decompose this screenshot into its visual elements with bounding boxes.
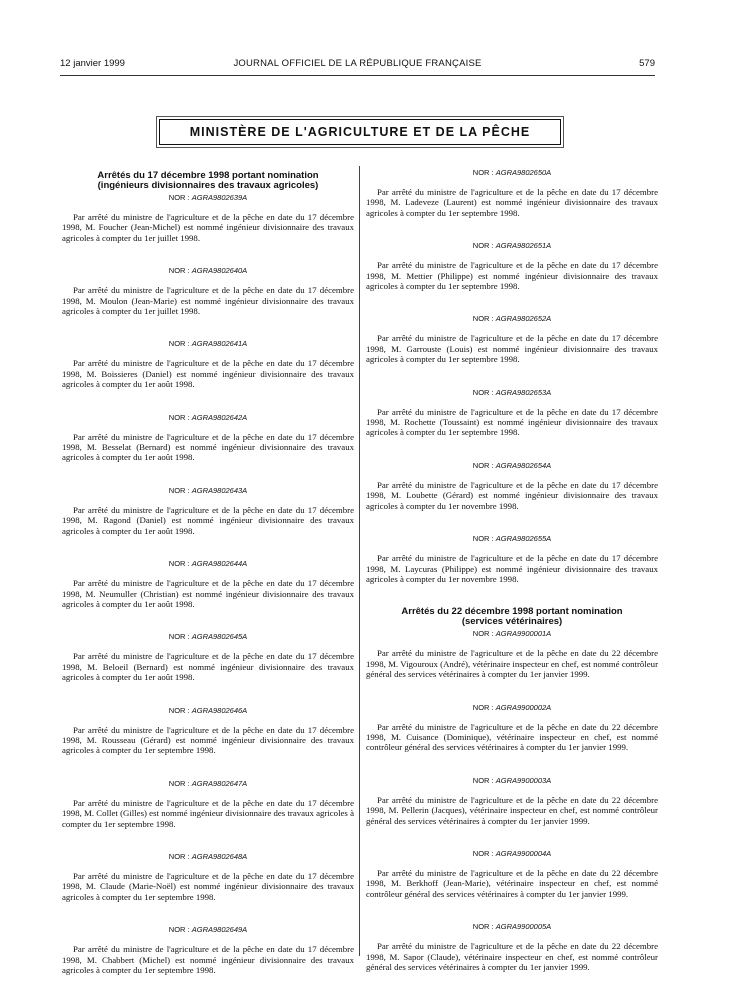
- nor-prefix: NOR :: [168, 266, 190, 276]
- left-column: [62, 168, 354, 998]
- decree-paragraph: Par arrêté du ministre de l'agriculture et de la pêche en date du 17 décembre 1998, M. Garrouste (Louis) est nommé ingénieur divisionnaire des travaux agricoles à compter du 1er septembre 1998.: [366, 333, 658, 365]
- nor-prefix: NOR :: [472, 848, 494, 858]
- nor-prefix: NOR :: [472, 460, 494, 470]
- decree-paragraph: Par arrêté du ministre de l'agriculture et de la pêche en date du 17 décembre 1998, M. Laycuras (Philippe) est nommé ingénieur divisionnaire des travaux agricoles à compter du 1er novembre 1998.: [366, 553, 658, 584]
- right-column: [366, 168, 658, 995]
- nor-reference: [366, 776, 658, 785]
- decree-paragraph: Par arrêté du ministre de l'agriculture et de la pêche en date du 17 décembre 1998, M. Ladeveze (Laurent) est nommé ingénieur divisionnaire des travaux agricoles à compter du 1er septembre 1998.: [366, 187, 658, 218]
- nor-reference: [366, 388, 658, 397]
- nor-prefix: NOR :: [168, 485, 190, 495]
- nor-reference: [366, 922, 658, 931]
- header-rule: [60, 75, 655, 76]
- nor-reference: [366, 703, 658, 712]
- decree-paragraph: Par arrêté du ministre de l'agriculture et de la pêche en date du 22 décembre 1998, M. Pellerin (Jacques), vétérinaire inspecteur en chef, est nommé contrôleur général des services vétérinaires à compter du 1er janvier 1999.: [366, 794, 658, 826]
- nor-code: AGRA9802643A: [191, 485, 248, 495]
- decree-paragraph: Par arrêté du ministre de l'agriculture et de la pêche en date du 22 décembre 1998, M. Sapor (Claude), vétérinaire inspecteur en chef, est nommé contrôleur général des services vétérinaires à compter du 1er janvier 1999.: [366, 941, 658, 972]
- nor-code: AGRA9802648A: [191, 851, 248, 861]
- nor-prefix: NOR :: [168, 925, 190, 935]
- nor-prefix: NOR :: [168, 705, 190, 715]
- decree-paragraph: Par arrêté du ministre de l'agriculture et de la pêche en date du 17 décembre 1998, M. Neumuller (Christian) est nommé ingénieur divisionnaire des travaux agricoles à compter du 1er août 1998.: [62, 578, 354, 609]
- page-header: [60, 58, 655, 74]
- nor-prefix: NOR :: [472, 922, 494, 932]
- header-date: 12 janvier 1999: [60, 58, 125, 69]
- nor-code: AGRA9802647A: [191, 778, 248, 788]
- column-divider: [359, 166, 360, 956]
- nor-prefix: NOR :: [472, 314, 494, 324]
- header-journal-title: JOURNAL OFFICIEL DE LA RÉPUBLIQUE FRANÇAISE: [233, 58, 482, 69]
- nor-prefix: NOR :: [168, 193, 190, 202]
- nor-code: AGRA9900001A: [495, 629, 552, 639]
- nor-reference: [366, 314, 658, 323]
- nor-prefix: NOR :: [168, 412, 190, 422]
- nor-code: AGRA9802653A: [495, 387, 552, 397]
- nor-code: AGRA9900004A: [495, 848, 552, 858]
- section-title-line: Arrêtés du 22 décembre 1998 portant nomination: [401, 606, 623, 618]
- nor-code: AGRA9802652A: [495, 314, 552, 324]
- decree-paragraph: Par arrêté du ministre de l'agriculture et de la pêche en date du 22 décembre 1998, M. Berkhoff (Jean-Marie), vétérinaire inspecteur en chef, est nommé contrôleur général des services vétérinaires à compter du 1er janvier 1999.: [366, 867, 658, 899]
- nor-prefix: NOR :: [472, 534, 494, 544]
- decree-paragraph: Par arrêté du ministre de l'agriculture et de la pêche en date du 17 décembre 1998, M. Besselat (Bernard) est nommé ingénieur divisionnaire des travaux agricoles à compter du 1er août 1998.: [62, 431, 354, 463]
- decree-paragraph: Par arrêté du ministre de l'agriculture et de la pêche en date du 17 décembre 1998, M. Loubette (Gérard) est nommé ingénieur divisionnaire des travaux agricoles à compter du 1er novembre 1998.: [366, 479, 658, 511]
- nor-reference: [62, 413, 354, 422]
- decree-paragraph: Par arrêté du ministre de l'agriculture et de la pêche en date du 17 décembre 1998, M. Ragond (Daniel) est nommé ingénieur divisionnaire des travaux agricoles à compter du 1er août 1998.: [62, 504, 354, 536]
- ministry-title: MINISTÈRE DE L'AGRICULTURE ET DE LA PÊCHE: [159, 119, 561, 145]
- nor-prefix: NOR :: [472, 387, 494, 397]
- nor-code: AGRA9802645A: [191, 632, 248, 642]
- nor-code: AGRA9802642A: [191, 412, 248, 422]
- nor-reference: [62, 339, 354, 348]
- nor-code: AGRA9802644A: [191, 559, 248, 569]
- nor-code: AGRA9802649A: [191, 925, 248, 935]
- nor-code: AGRA9802654A: [495, 460, 552, 470]
- section-title: [62, 171, 354, 191]
- nor-prefix: NOR :: [472, 629, 494, 639]
- section-title-line: (ingénieurs divisionnaires des travaux agricoles): [97, 180, 319, 191]
- nor-reference: [62, 266, 354, 275]
- nor-code: AGRA9802641A: [191, 339, 248, 349]
- decree-paragraph: Par arrêté du ministre de l'agriculture et de la pêche en date du 17 décembre 1998, M. Beloeil (Bernard) est nommé ingénieur divisionnaire des travaux agricoles à compter du 1er août 1998.: [62, 651, 354, 683]
- nor-prefix: NOR :: [168, 632, 190, 642]
- section-title-line: (services vétérinaires): [461, 616, 563, 628]
- nor-code: AGRA9802646A: [191, 705, 248, 715]
- nor-prefix: NOR :: [472, 702, 494, 712]
- decree-paragraph: Par arrêté du ministre de l'agriculture et de la pêche en date du 17 décembre 1998, M. Moulon (Jean-Marie) est nommé ingénieur divisionnaire des travaux agricoles à compter du 1er juillet 1998.: [62, 285, 354, 317]
- nor-reference: [62, 486, 354, 495]
- nor-code: AGRA9802650A: [495, 168, 552, 177]
- nor-reference: [62, 706, 354, 715]
- nor-reference: [366, 534, 658, 543]
- nor-prefix: NOR :: [168, 559, 190, 569]
- nor-code: AGRA9900005A: [495, 922, 552, 932]
- nor-code: AGRA9900003A: [495, 775, 552, 785]
- nor-reference: [366, 849, 658, 858]
- decree-paragraph: Par arrêté du ministre de l'agriculture et de la pêche en date du 22 décembre 1998, M. Vigouroux (André), vétérinaire inspecteur en chef, est nommé contrôleur général des services vétérinaires à compter du 1er janvier 1999.: [366, 648, 658, 680]
- decree-paragraph: Par arrêté du ministre de l'agriculture et de la pêche en date du 17 décembre 1998, M. Mettier (Philippe) est nommé ingénieur divisionnaire des travaux agricoles à compter du 1er septembre 1998.: [366, 260, 658, 292]
- decree-paragraph: Par arrêté du ministre de l'agriculture et de la pêche en date du 17 décembre 1998, M. Collet (Gilles) est nommé ingénieur divisionnaire des travaux agricoles à compter du 1er septembre 1998.: [62, 797, 354, 829]
- nor-reference: [62, 193, 354, 202]
- nor-reference: [366, 629, 658, 638]
- nor-reference: [62, 632, 354, 641]
- nor-code: AGRA9802651A: [495, 241, 552, 251]
- nor-prefix: NOR :: [168, 851, 190, 861]
- decree-paragraph: Par arrêté du ministre de l'agriculture et de la pêche en date du 17 décembre 1998, M. Foucher (Jean-Michel) est nommé ingénieur divisionnaire des travaux agricoles à compter du 1er juillet 1998.: [62, 212, 354, 243]
- nor-code: AGRA9802640A: [191, 266, 248, 276]
- nor-prefix: NOR :: [472, 241, 494, 251]
- decree-paragraph: Par arrêté du ministre de l'agriculture et de la pêche en date du 22 décembre 1998, M. Cuisance (Dominique), vétérinaire inspecteur en chef, est nommé contrôleur général des services vétérinaires à compter du 1er janvier 1999.: [366, 721, 658, 753]
- nor-reference: [62, 779, 354, 788]
- section-title-line: Arrêtés du 17 décembre 1998 portant nomination: [97, 170, 319, 181]
- nor-prefix: NOR :: [472, 775, 494, 785]
- nor-code: AGRA9802639A: [191, 193, 248, 202]
- section-title: [366, 607, 658, 627]
- decree-paragraph: Par arrêté du ministre de l'agriculture et de la pêche en date du 17 décembre 1998, M. Rousseau (Gérard) est nommé ingénieur divisionnaire des travaux agricoles à compter du 1er septembre 1998.: [62, 724, 354, 756]
- nor-reference: [366, 241, 658, 250]
- decree-paragraph: Par arrêté du ministre de l'agriculture et de la pêche en date du 17 décembre 1998, M. Chabbert (Michel) est nommé ingénieur divisionnaire des travaux agricoles à compter du 1er septembre 1998.: [62, 944, 354, 975]
- nor-reference: [62, 852, 354, 861]
- nor-code: AGRA9802655A: [495, 534, 552, 544]
- nor-reference: [62, 559, 354, 568]
- nor-reference: [366, 168, 658, 177]
- nor-prefix: NOR :: [472, 168, 494, 177]
- decree-paragraph: Par arrêté du ministre de l'agriculture et de la pêche en date du 17 décembre 1998, M. Boissieres (Daniel) est nommé ingénieur divisionnaire des travaux agricoles à compter du 1er août 1998.: [62, 358, 354, 390]
- nor-prefix: NOR :: [168, 339, 190, 349]
- decree-paragraph: Par arrêté du ministre de l'agriculture et de la pêche en date du 17 décembre 1998, M. Rochette (Toussaint) est nommé ingénieur divisionnaire des travaux agricoles à compter du 1er septembre 1998.: [366, 406, 658, 438]
- nor-code: AGRA9900002A: [495, 702, 552, 712]
- decree-paragraph: Par arrêté du ministre de l'agriculture et de la pêche en date du 17 décembre 1998, M. Claude (Marie-Noël) est nommé ingénieur divisionnaire des travaux agricoles à compter du 1er septembre 1998.: [62, 870, 354, 902]
- nor-reference: [366, 461, 658, 470]
- header-page-number: 579: [639, 58, 655, 69]
- nor-prefix: NOR :: [168, 778, 190, 788]
- nor-reference: [62, 925, 354, 934]
